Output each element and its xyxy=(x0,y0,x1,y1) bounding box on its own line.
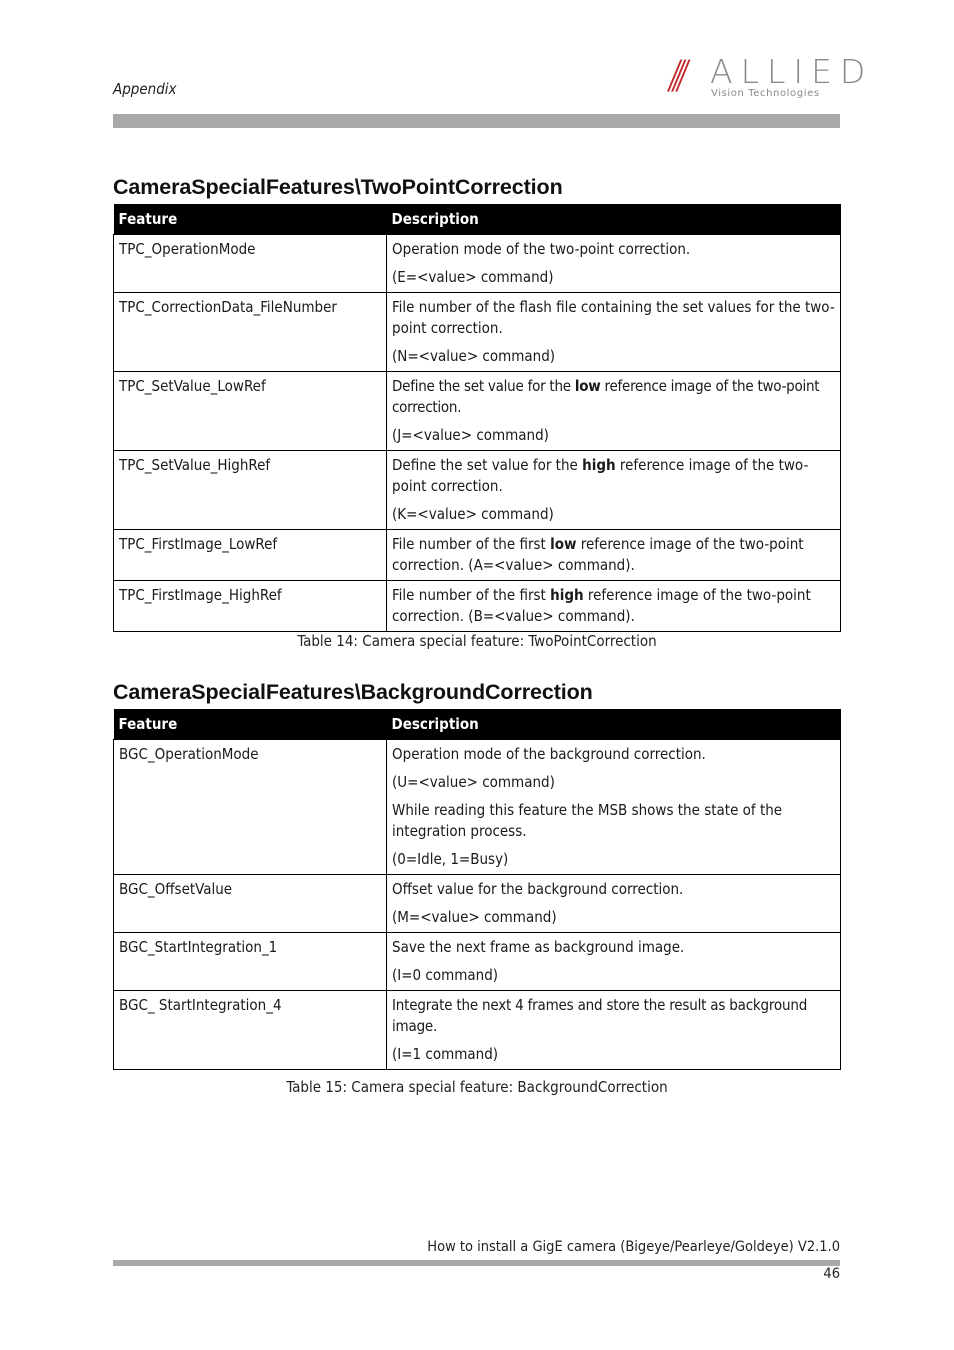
tpc-table xyxy=(113,204,841,632)
footer-rule xyxy=(113,1260,840,1266)
emphasis: low xyxy=(550,535,577,553)
description-cell xyxy=(387,451,841,530)
feature-cell: TPC_SetValue_LowRef xyxy=(114,372,387,451)
description-cell xyxy=(387,372,841,451)
description-command: (E=<value> command) xyxy=(392,268,554,286)
description-command: (J=<value> command) xyxy=(392,426,549,444)
feature-cell: TPC_FirstImage_HighRef xyxy=(114,581,387,632)
description-command: (I=1 command) xyxy=(392,1045,499,1063)
feature-cell: BGC_ StartIntegration_4 xyxy=(114,991,387,1070)
table-row xyxy=(114,933,841,991)
description-text: File number of the first high reference image of the two-point correction. (B=<value> command). xyxy=(392,586,811,625)
bgc-table-caption: Table 15: Camera special feature: BackgroundCorrection xyxy=(286,1078,668,1096)
table-row xyxy=(114,293,841,372)
emphasis: low xyxy=(574,377,601,395)
description-cell xyxy=(387,875,841,933)
table-row xyxy=(114,530,841,581)
description-cell xyxy=(387,740,841,875)
table-row xyxy=(114,372,841,451)
description-command: (M=<value> command) xyxy=(392,908,557,926)
table-row xyxy=(114,991,841,1070)
emphasis: high xyxy=(550,586,584,604)
description-text: Save the next frame as background image. xyxy=(392,938,685,956)
header-rule xyxy=(113,114,840,128)
table-row xyxy=(114,740,841,875)
description-cell xyxy=(387,991,841,1070)
bgc-heading: CameraSpecialFeatures\BackgroundCorrection xyxy=(113,680,593,704)
logo-tagline: Vision Technologies xyxy=(711,88,820,99)
description-cell xyxy=(387,293,841,372)
section-label: Appendix xyxy=(113,80,177,98)
column-header-description: Description xyxy=(387,709,841,740)
feature-cell: TPC_OperationMode xyxy=(114,235,387,293)
column-header-feature: Feature xyxy=(114,709,387,740)
description-text: File number of the flash file containing the set values for the two-point correction. xyxy=(392,298,835,337)
description-text: Define the set value for the low reference image of the two-point correction. xyxy=(392,377,820,416)
feature-cell: TPC_SetValue_HighRef xyxy=(114,451,387,530)
description-text: Integrate the next 4 frames and store the result as background image. xyxy=(392,996,808,1035)
footer-doc-title: How to install a GigE camera (Bigeye/Pearleye/Goldeye) V2.1.0 xyxy=(427,1239,840,1255)
feature-cell: BGC_OperationMode xyxy=(114,740,387,875)
description-command: (K=<value> command) xyxy=(392,505,554,523)
description-cell xyxy=(387,530,841,581)
description-cell xyxy=(387,235,841,293)
feature-cell: TPC_CorrectionData_FileNumber xyxy=(114,293,387,372)
logo-slashes: /// xyxy=(665,53,683,98)
description-text: Operation mode of the background correction. xyxy=(392,745,706,763)
feature-cell: BGC_OffsetValue xyxy=(114,875,387,933)
table-row xyxy=(114,875,841,933)
emphasis: high xyxy=(582,456,616,474)
table-row xyxy=(114,235,841,293)
bgc-table xyxy=(113,709,841,1070)
description-command: (U=<value> command) xyxy=(392,773,555,791)
column-header-feature: Feature xyxy=(114,204,387,235)
feature-cell: TPC_FirstImage_LowRef xyxy=(114,530,387,581)
allied-logo xyxy=(665,52,874,100)
description-text: (0=Idle, 1=Busy) xyxy=(392,850,509,868)
description-text: While reading this feature the MSB shows the state of the integration process. xyxy=(392,801,783,840)
description-text: File number of the first low reference image of the two-point correction. (A=<value> command). xyxy=(392,535,804,574)
description-text: Operation mode of the two-point correction. xyxy=(392,240,691,258)
page-number: 46 xyxy=(823,1266,840,1282)
description-cell xyxy=(387,933,841,991)
description-command: (I=0 command) xyxy=(392,966,499,984)
description-cell xyxy=(387,581,841,632)
tpc-table-caption: Table 14: Camera special feature: TwoPointCorrection xyxy=(297,632,657,650)
description-text: Define the set value for the high reference image of the two-point correction. xyxy=(392,456,809,495)
table-row xyxy=(114,581,841,632)
table-row xyxy=(114,451,841,530)
feature-cell: BGC_StartIntegration_1 xyxy=(114,933,387,991)
description-command: (N=<value> command) xyxy=(392,347,556,365)
logo-wordmark: ALLIED xyxy=(710,52,874,91)
column-header-description: Description xyxy=(387,204,841,235)
tpc-heading: CameraSpecialFeatures\TwoPointCorrection xyxy=(113,175,563,199)
table-header-row xyxy=(114,709,841,740)
description-text: Offset value for the background correction. xyxy=(392,880,684,898)
table-header-row xyxy=(114,204,841,235)
